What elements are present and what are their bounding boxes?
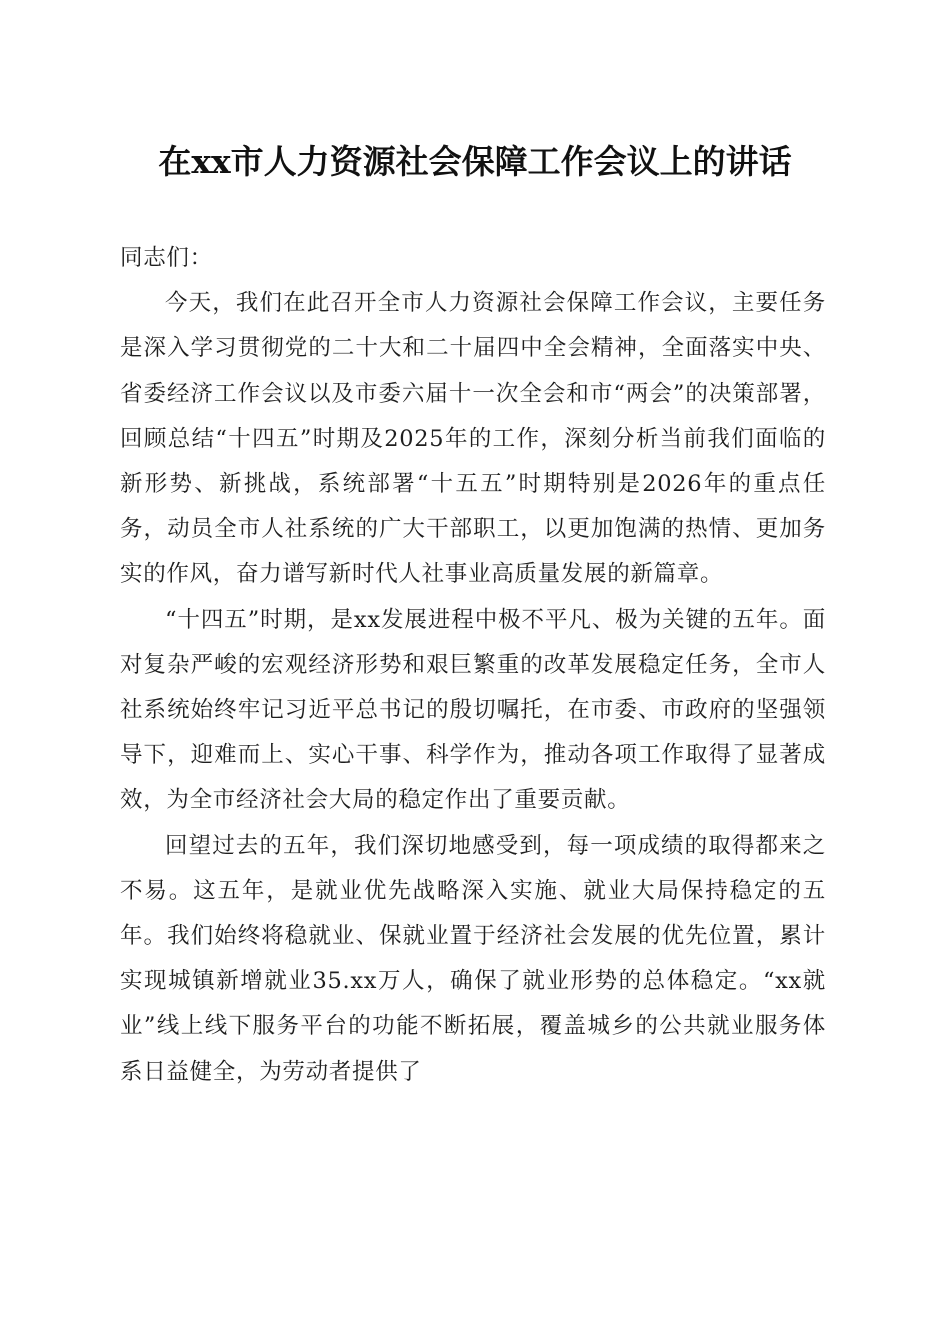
salutation: 同志们： bbox=[120, 245, 213, 271]
document-title: 在xx市人力资源社会保障工作会议上的讲话 bbox=[158, 142, 792, 181]
paragraph-achievements: 回望过去的五年，我们深切地感受到，每一项成绩的取得都来之不易。这五年，是就业优先战略深入实施、就业大局保持稳定的五年。我们始终将稳就业、保就业置于经济社会发展的优先位置，累计实现城镇新增就业35.xx万人，确保了就业形势的总体稳定。“xx就业”线上线下服务平台的功能不断拓展，覆盖城乡的公共就业服务体系日益健全，为劳动者提供了 bbox=[120, 832, 826, 1085]
paragraph-review: “十四五”时期，是xx发展进程中极不平凡、极为关键的五年。面对复杂严峻的宏观经济形势和艰巨繁重的改革发展稳定任务，全市人社系统始终牢记习近平总书记的殷切嘱托，在市委、市政府的坚强领导下，迎难而上、实心干事、科学作为，推动各项工作取得了显著成效，为全市经济社会大局的稳定作出了重要贡献。 bbox=[120, 606, 826, 814]
paragraph-opening: 今天，我们在此召开全市人力资源社会保障工作会议，主要任务是深入学习贯彻党的二十大和二十届四中全会精神，全面落实中央、省委经济工作会议以及市委六届十一次全会和市“两会”的决策部署，回顾总结“十四五”时期及2025年的工作，深刻分析当前我们面临的新形势、新挑战，系统部署“十五五”时期特别是2026年的重点任务，动员全市人社系统的广大干部职工，以更加饱满的热情、更加务实的作风，奋力谱写新时代人社事业高质量发展的新篇章。 bbox=[120, 290, 826, 588]
document-body bbox=[120, 236, 826, 1095]
